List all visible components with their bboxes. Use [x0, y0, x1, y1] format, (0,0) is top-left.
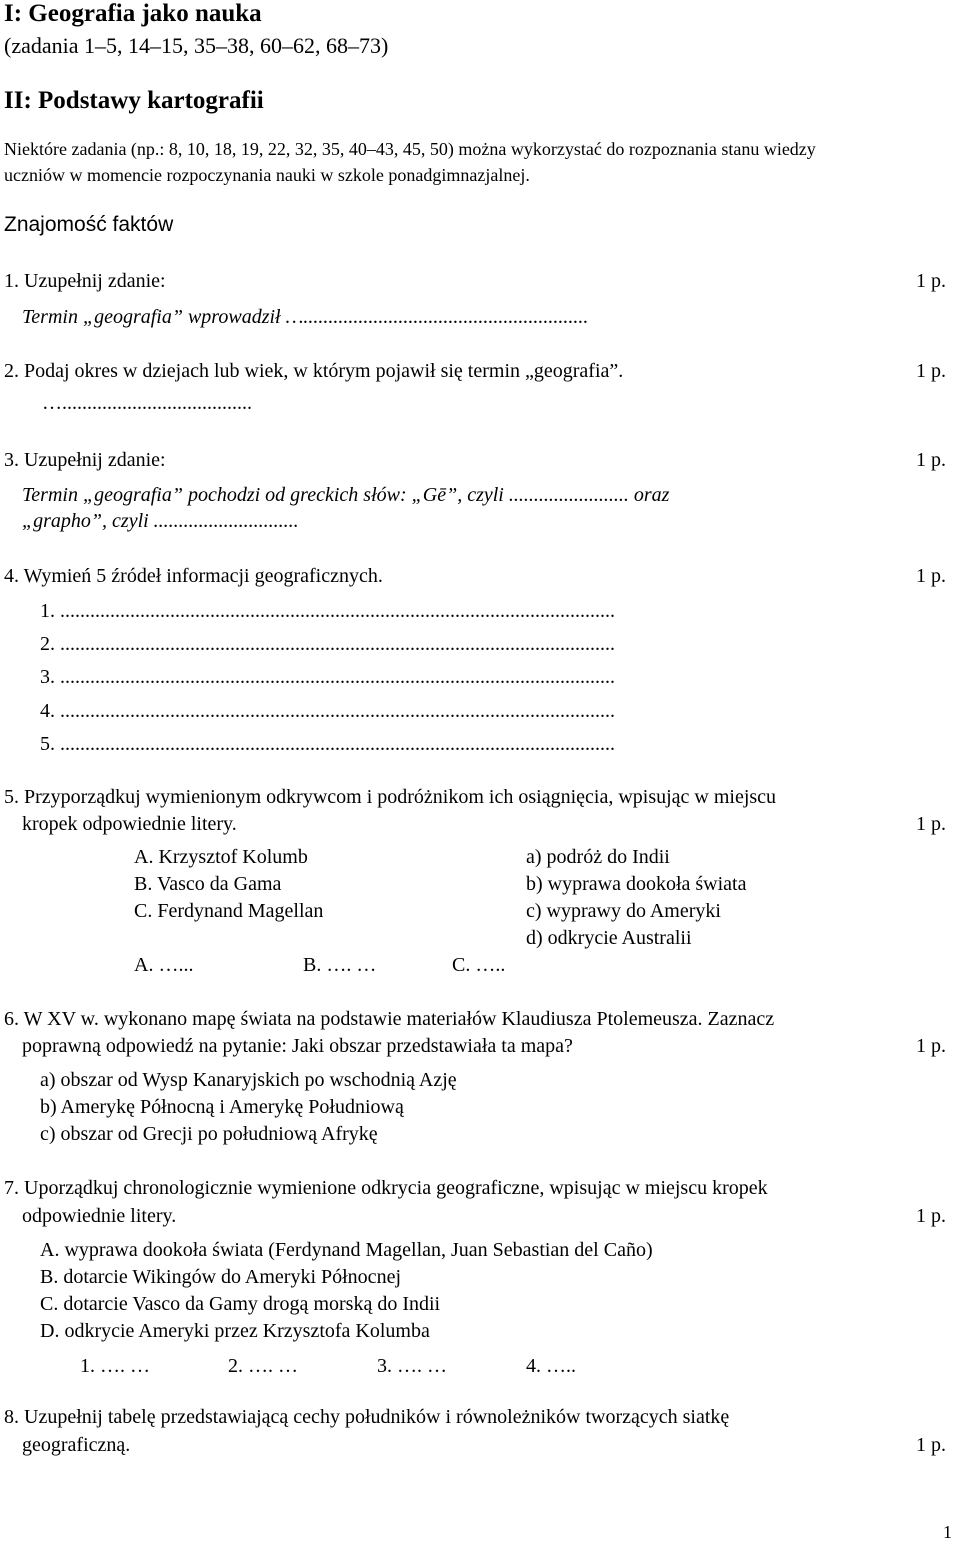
q5-prompt-line-1: 5. Przyporządkuj wymienionym odkrywcom i podróżnikom ich osiągnięcia, wpisując w miejscu — [4, 786, 777, 808]
q3-line-1: Termin „geografia” pochodzi od greckich słów: „Gē”, czyli ........................ oraz — [22, 484, 670, 506]
q5-achievement: c) wyprawy do Ameryki — [526, 900, 721, 922]
q6-prompt-line-2: poprawną odpowiedź na pytanie: Jaki obszar przedstawiała ta mapa? — [22, 1035, 573, 1057]
q4-blank-3: 3. ............................................................................................................... — [40, 666, 615, 688]
q5-achievement: d) odkrycie Australii — [526, 927, 692, 949]
intro-line-1: Niektóre zadania (np.: 8, 10, 18, 19, 22, 32, 35, 40–43, 45, 50) można wykorzystać do rozpoznania stanu wiedzy — [4, 139, 816, 159]
q5-points: 1 p. — [916, 813, 946, 835]
page-number: 1 — [943, 1522, 952, 1542]
q4-prompt: 4. Wymień 5 źródeł informacji geograficznych. — [4, 565, 383, 587]
q2-prompt: 2. Podaj okres w dziejach lub wiek, w którym pojawił się termin „geografia”. — [4, 360, 624, 382]
q7-answer-1: 1. …. … — [80, 1355, 150, 1377]
q5-prompt-line-2: kropek odpowiednie litery. — [22, 813, 237, 835]
q8-prompt-line-1: 8. Uzupełnij tabelę przedstawiającą cechy południków i równoleżników tworzących siatkę — [4, 1406, 730, 1428]
q5-explorer: C. Ferdynand Magellan — [134, 900, 324, 922]
q3-prompt: 3. Uzupełnij zdanie: — [4, 449, 166, 471]
q1-points: 1 p. — [916, 270, 946, 292]
q8-prompt-line-2: geograficzną. — [22, 1434, 131, 1456]
intro-line-2: uczniów w momencie rozpoczynania nauki w szkole ponadgimnazjalnej. — [4, 165, 530, 185]
section2-title: II: Podstawy kartografii — [4, 87, 264, 114]
q6-points: 1 p. — [916, 1035, 946, 1057]
q5-answer-b: B. …. … — [303, 954, 377, 976]
q5-achievement: a) podróż do Indii — [526, 846, 670, 868]
q5-explorer: A. Krzysztof Kolumb — [134, 846, 308, 868]
q7-prompt-line-1: 7. Uporządkuj chronologicznie wymienione odkrycia geograficzne, wpisując w miejscu kropek — [4, 1177, 768, 1199]
q5-achievement: b) wyprawa dookoła świata — [526, 873, 747, 895]
q4-blank-2: 2. ............................................................................................................... — [40, 633, 615, 655]
q4-points: 1 p. — [916, 565, 946, 587]
q2-points: 1 p. — [916, 360, 946, 382]
subheading: Znajomość faktów — [4, 213, 174, 236]
q7-answer-2: 2. …. … — [228, 1355, 298, 1377]
section1-title: I: Geografia jako nauka — [4, 0, 262, 27]
q7-answer-4: 4. ….. — [526, 1355, 576, 1377]
q3-points: 1 p. — [916, 449, 946, 471]
q1-prompt: 1. Uzupełnij zdanie: — [4, 270, 166, 292]
q7-event-c: C. dotarcie Vasco da Gamy drogą morską do Indii — [40, 1293, 441, 1315]
q4-blank-1: 1. ............................................................................................................... — [40, 600, 615, 622]
q7-event-b: B. dotarcie Wikingów do Ameryki Północnej — [40, 1266, 401, 1288]
q7-answer-3: 3. …. … — [377, 1355, 447, 1377]
q6-option-a: a) obszar od Wysp Kanaryjskich po wschodnią Azję — [40, 1069, 457, 1091]
q4-blank-4: 4. ............................................................................................................... — [40, 700, 615, 722]
section1-tasks: (zadania 1–5, 14–15, 35–38, 60–62, 68–73) — [4, 33, 389, 58]
q6-prompt-line-1: 6. W XV w. wykonano mapę świata na podstawie materiałów Klaudiusza Ptolemeusza. Zaznacz — [4, 1008, 775, 1030]
q4-blank-5: 5. ............................................................................................................... — [40, 733, 615, 755]
q5-answer-c: C. ….. — [452, 954, 506, 976]
q7-points: 1 p. — [916, 1205, 946, 1227]
q5-answer-a: A. …... — [134, 954, 194, 976]
q5-explorer: B. Vasco da Gama — [134, 873, 282, 895]
q6-option-b: b) Amerykę Północną i Amerykę Południową — [40, 1096, 404, 1118]
q1-sentence: Termin „geografia” wprowadził …......................................................... — [22, 306, 589, 328]
q7-prompt-line-2: odpowiednie litery. — [22, 1205, 177, 1227]
q7-event-d: D. odkrycie Ameryki przez Krzysztofa Kolumba — [40, 1320, 430, 1342]
q8-points: 1 p. — [916, 1434, 946, 1456]
q6-option-c: c) obszar od Grecji po południową Afrykę — [40, 1123, 378, 1145]
q2-blank: …...................................... — [42, 392, 252, 414]
q7-event-a: A. wyprawa dookoła świata (Ferdynand Magellan, Juan Sebastian del Caño) — [40, 1239, 653, 1261]
q3-line-2: „grapho”, czyli ............................. — [22, 510, 299, 532]
